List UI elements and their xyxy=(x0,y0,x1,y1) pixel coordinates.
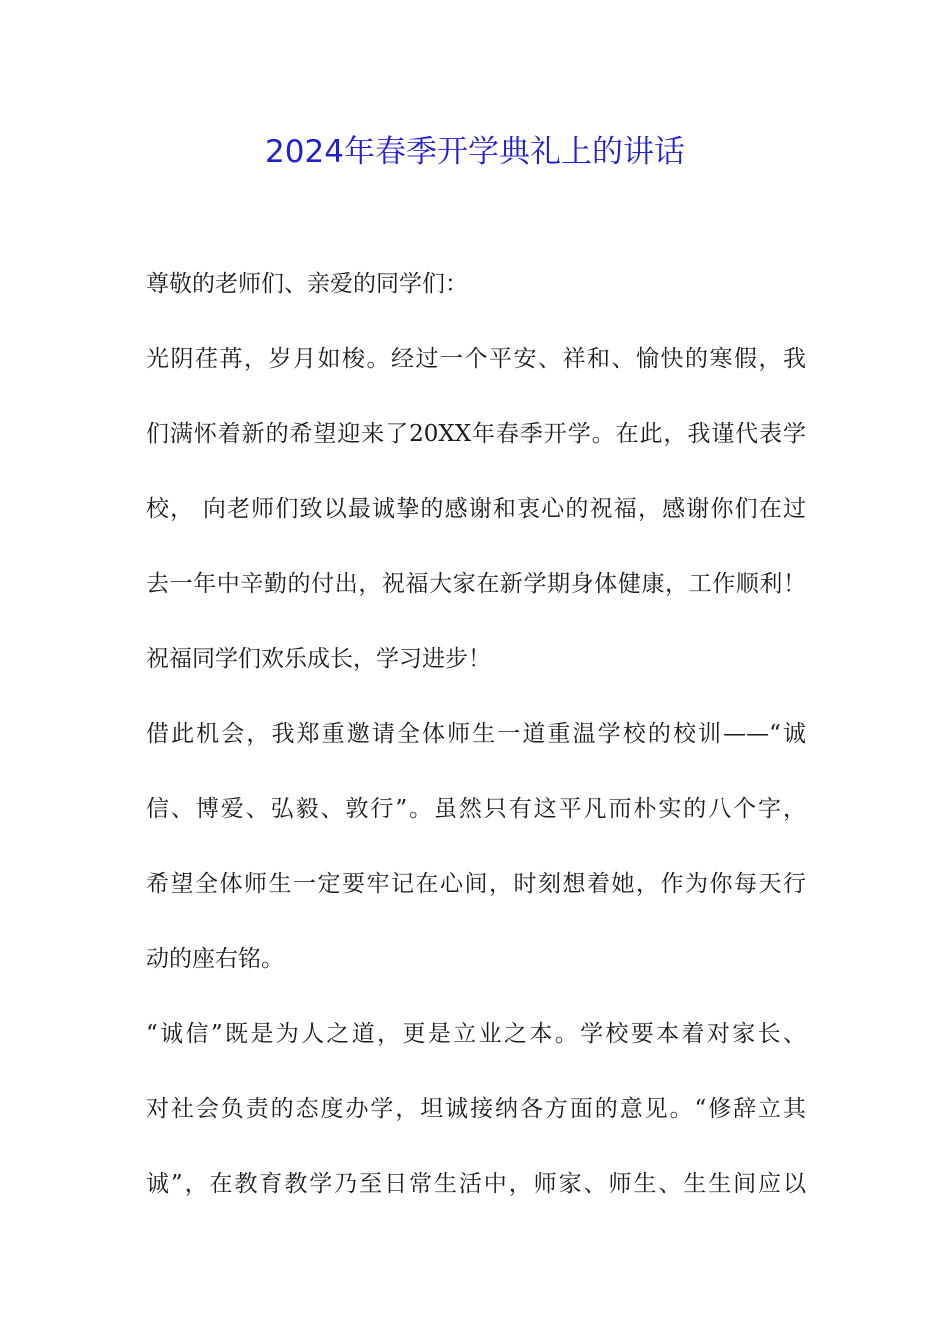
text-line-6: 祝福同学们欢乐成长，学习进步！ xyxy=(146,646,491,672)
text-line-12: 对社会负责的态度办学，坦诚接纳各方面的意见。“修辞立其 xyxy=(146,1096,806,1122)
text-line-8: 信、博爱、弘毅、敦行”。虽然只有这平凡而朴实的八个字， xyxy=(146,796,806,822)
text-line-4: 校， 向老师们致以最诚挚的感谢和衷心的祝福，感谢你们在过 xyxy=(146,496,806,522)
text-line-10: 动的座右铭。 xyxy=(146,946,284,972)
text-line-3: 们满怀着新的希望迎来了20XX年春季开学。在此，我谨代表学 xyxy=(146,421,806,447)
document-title: 2024年春季开学典礼上的讲话 xyxy=(265,134,685,170)
text-line-11: “诚信”既是为人之道，更是立业之本。学校要本着对家长、 xyxy=(146,1021,806,1047)
text-line-9: 希望全体师生一定要牢记在心间，时刻想着她，作为你每天行 xyxy=(146,871,806,897)
text-line-1: 尊敬的老师们、亲爱的同学们： xyxy=(146,271,468,297)
text-line-5: 去一年中辛勤的付出，祝福大家在新学期身体健康，工作顺利！ xyxy=(146,571,806,597)
text-line-2: 光阴荏苒，岁月如梭。经过一个平安、祥和、愉快的寒假，我 xyxy=(146,346,806,372)
text-line-7: 借此机会，我郑重邀请全体师生一道重温学校的校训——“诚 xyxy=(146,721,806,747)
text-line-13: 诚”，在教育教学乃至日常生活中，师家、师生、生生间应以 xyxy=(146,1171,806,1197)
